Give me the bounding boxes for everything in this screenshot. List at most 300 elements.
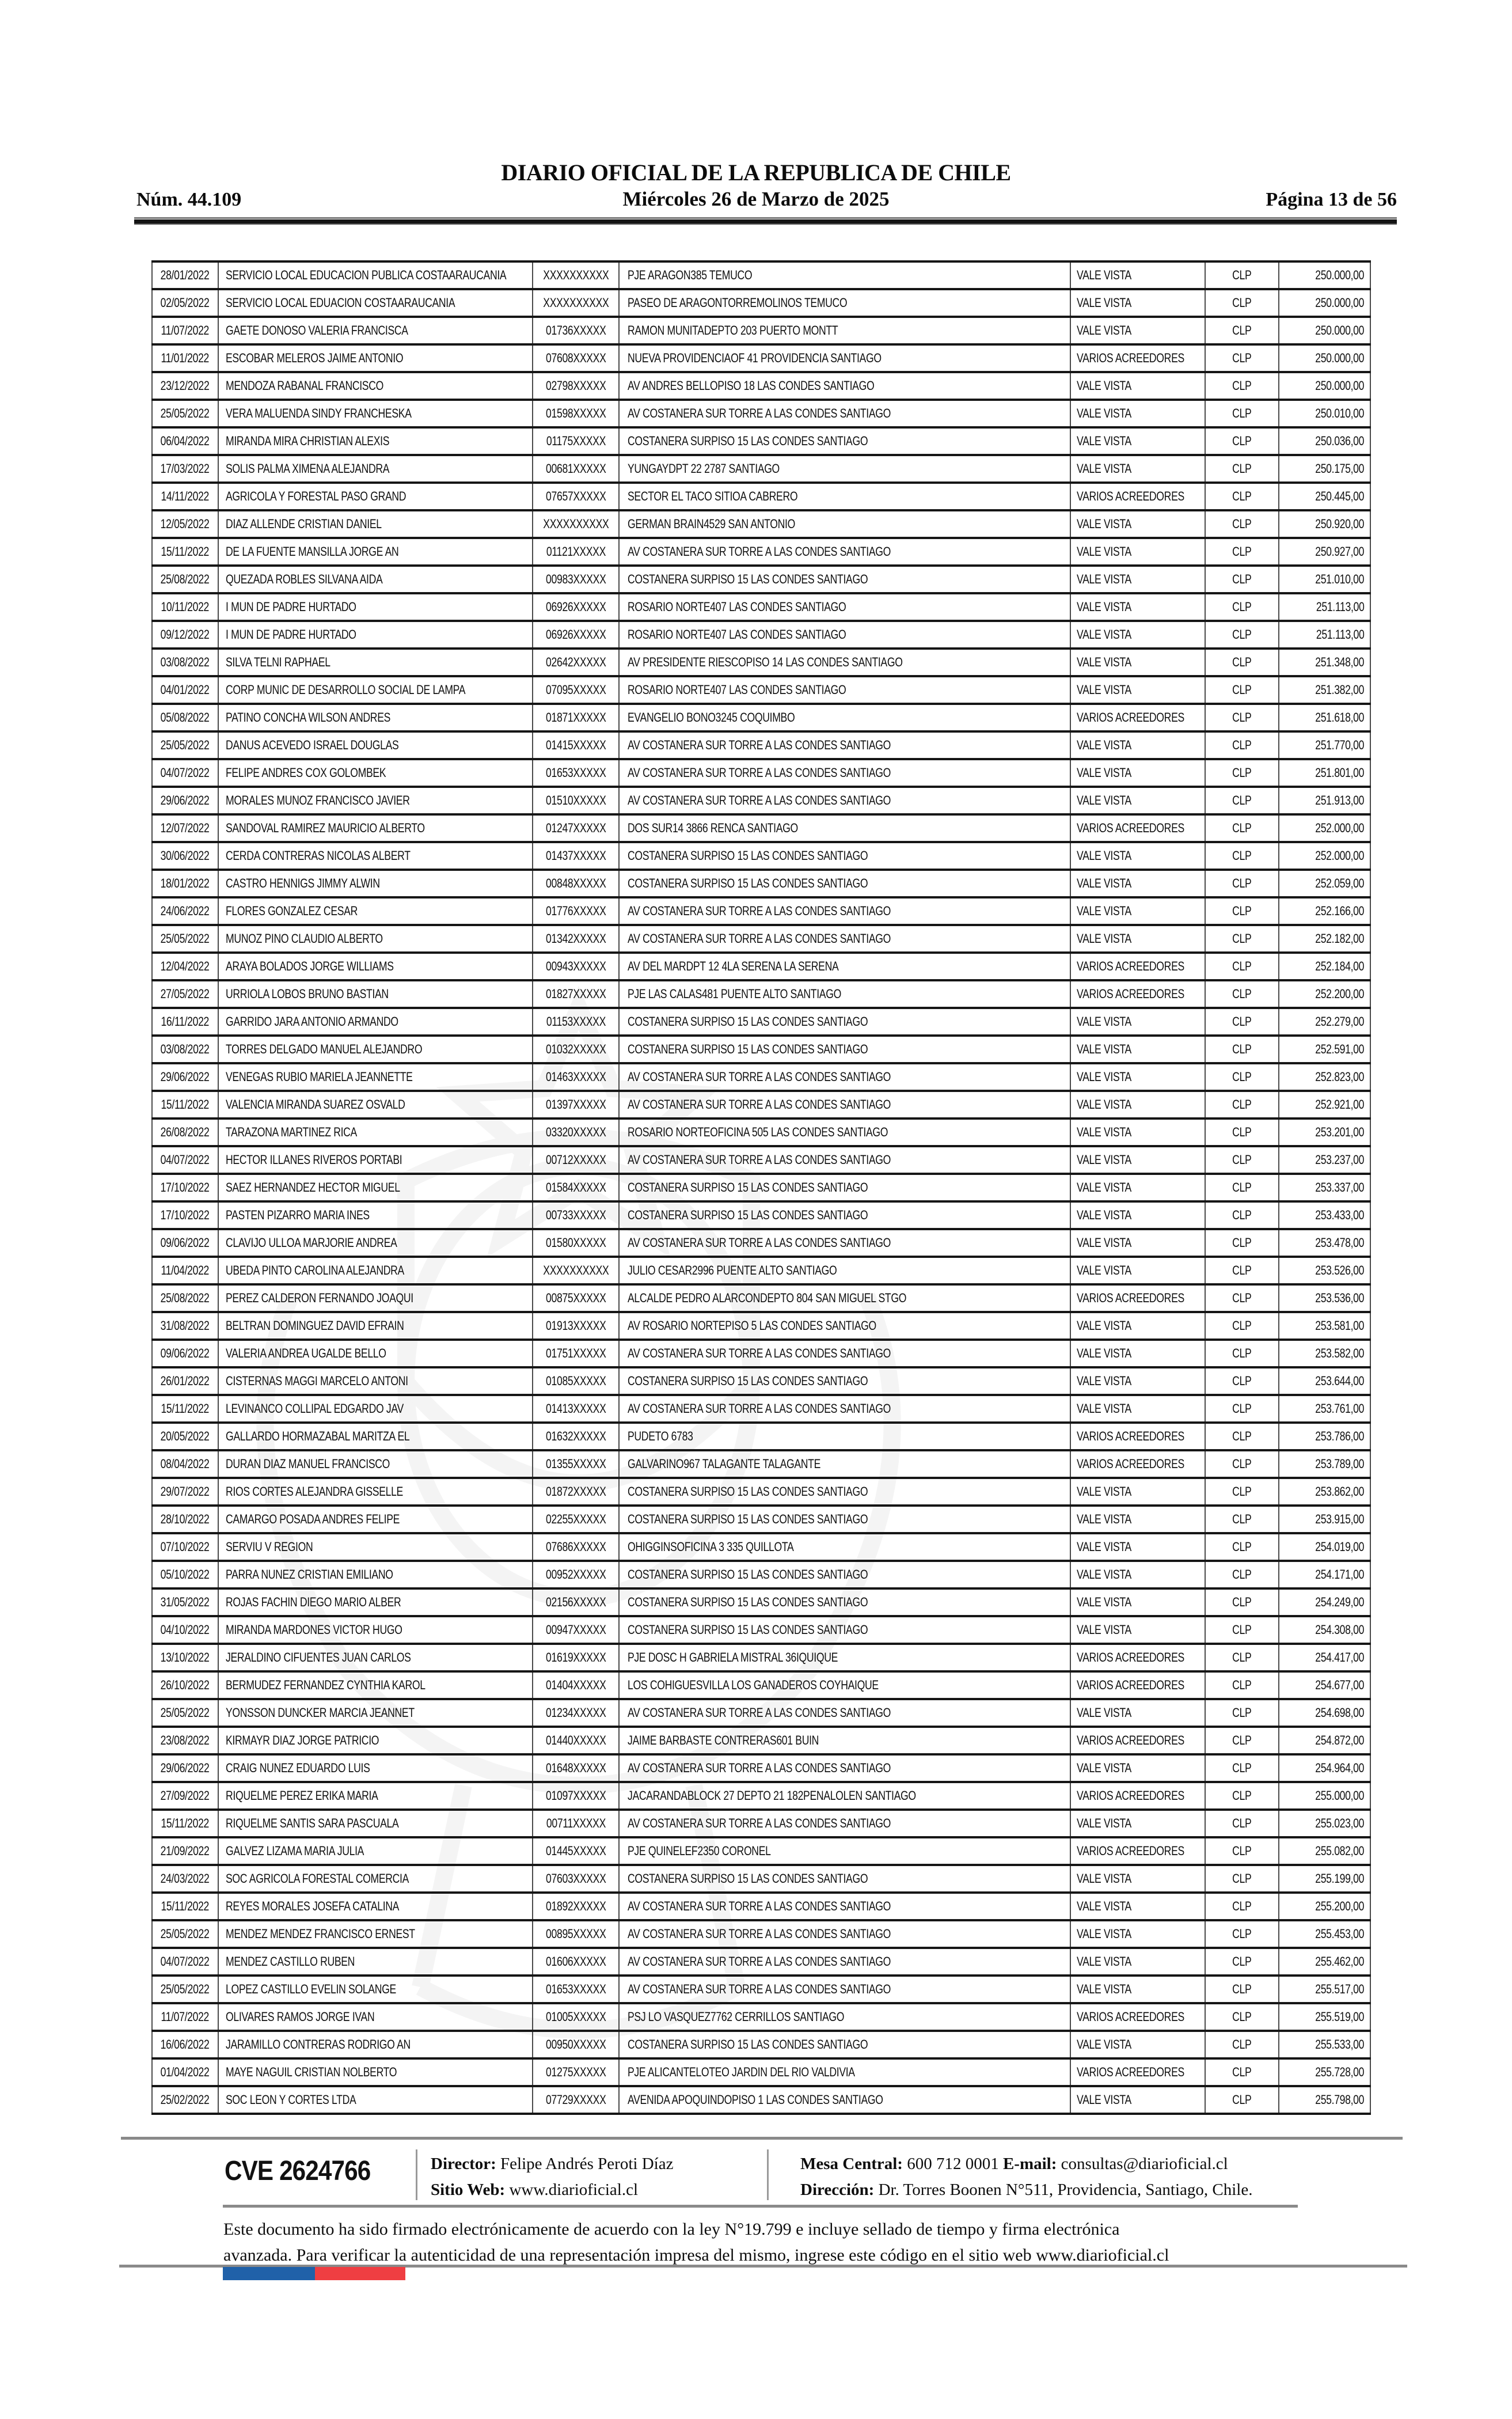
cell-tipo_pago: VALE VISTA [1071, 1700, 1206, 1726]
cell-direccion: GERMAN BRAIN4529 SAN ANTONIO [620, 511, 1071, 537]
table-row [151, 537, 1371, 564]
cell-identificador: XXXXXXXXXX [533, 511, 620, 537]
cell-moneda: CLP [1206, 1009, 1279, 1034]
cell-identificador: 01632XXXXX [533, 1424, 620, 1449]
cell-moneda: CLP [1206, 1866, 1279, 1891]
cell-nombre: TARAZONA MARTINEZ RICA [219, 1120, 533, 1145]
direccion-label: Dirección: [800, 2181, 875, 2199]
cell-nombre: MENDOZA RABANAL FRANCISCO [219, 373, 533, 399]
cell-monto: 253.915,00 [1279, 1507, 1371, 1532]
cell-moneda: CLP [1206, 1037, 1279, 1062]
cell-direccion: AV DEL MARDPT 12 4LA SERENA LA SERENA [620, 954, 1071, 979]
sitio-label: Sitio Web: [431, 2181, 506, 2199]
cell-identificador: 00712XXXXX [533, 1147, 620, 1173]
table-row [151, 924, 1371, 951]
cell-identificador: 01153XXXXX [533, 1009, 620, 1034]
cell-moneda: CLP [1206, 1203, 1279, 1228]
cell-fecha: 11/01/2022 [151, 346, 219, 371]
sitio-line [431, 2177, 673, 2203]
cell-nombre: SOLIS PALMA XIMENA ALEJANDRA [219, 456, 533, 481]
cell-identificador: 01463XXXXX [533, 1064, 620, 1090]
cell-fecha: 03/08/2022 [151, 1037, 219, 1062]
cell-identificador: XXXXXXXXXX [533, 290, 620, 316]
table-row [151, 2057, 1371, 2085]
cell-fecha: 21/09/2022 [151, 1838, 219, 1864]
cell-tipo_pago: VALE VISTA [1071, 1534, 1206, 1560]
cell-moneda: CLP [1206, 1230, 1279, 1256]
cell-fecha: 04/07/2022 [151, 760, 219, 786]
cell-direccion: AV COSTANERA SUR TORRE A LAS CONDES SANTIAGO [620, 1811, 1071, 1836]
cell-tipo_pago: VALE VISTA [1071, 1756, 1206, 1781]
cell-nombre: BERMUDEZ FERNANDEZ CYNTHIA KAROL [219, 1673, 533, 1698]
cell-tipo_pago: VALE VISTA [1071, 2087, 1206, 2113]
cell-identificador: 01606XXXXX [533, 1949, 620, 1974]
cell-monto: 254.249,00 [1279, 1590, 1371, 1615]
cell-moneda: CLP [1206, 594, 1279, 620]
cell-moneda: CLP [1206, 346, 1279, 371]
footer-separator-2 [767, 2149, 769, 2200]
footer-separator-1 [416, 2149, 417, 2200]
cell-direccion: COSTANERA SURPISO 15 LAS CONDES SANTIAGO [620, 1590, 1071, 1615]
cell-monto: 253.862,00 [1279, 1479, 1371, 1504]
cell-moneda: CLP [1206, 1092, 1279, 1117]
cell-monto: 252.000,00 [1279, 816, 1371, 841]
table-row [151, 1007, 1371, 1034]
cell-direccion: AV COSTANERA SUR TORRE A LAS CONDES SANTIAGO [620, 926, 1071, 951]
table-row [151, 1670, 1371, 1698]
table-row [151, 1477, 1371, 1504]
cell-monto: 251.770,00 [1279, 733, 1371, 758]
cell-nombre: DE LA FUENTE MANSILLA JORGE AN [219, 539, 533, 564]
cell-identificador: 00875XXXXX [533, 1286, 620, 1311]
cell-nombre: JERALDINO CIFUENTES JUAN CARLOS [219, 1645, 533, 1670]
cell-direccion: COSTANERA SURPISO 15 LAS CONDES SANTIAGO [620, 843, 1071, 869]
cell-moneda: CLP [1206, 318, 1279, 343]
cell-nombre: CISTERNAS MAGGI MARCELO ANTONI [219, 1368, 533, 1394]
email-label: E-mail: [1002, 2155, 1057, 2173]
cell-tipo_pago: VARIOS ACREEDORES [1071, 2004, 1206, 2030]
cell-moneda: CLP [1206, 2004, 1279, 2030]
cell-direccion: LOS COHIGUESVILLA LOS GANADEROS COYHAIQUE [620, 1673, 1071, 1698]
cell-fecha: 15/11/2022 [151, 1396, 219, 1421]
cell-moneda: CLP [1206, 1147, 1279, 1173]
cell-identificador: 06926XXXXX [533, 622, 620, 647]
cell-direccion: SECTOR EL TACO SITIOA CABRERO [620, 484, 1071, 509]
cell-moneda: CLP [1206, 1645, 1279, 1670]
table-row [151, 1117, 1371, 1145]
cell-moneda: CLP [1206, 1286, 1279, 1311]
cell-identificador: 01736XXXXX [533, 318, 620, 343]
cell-direccion: AV COSTANERA SUR TORRE A LAS CONDES SANTIAGO [620, 401, 1071, 426]
cell-monto: 254.872,00 [1279, 1728, 1371, 1753]
cell-moneda: CLP [1206, 1368, 1279, 1394]
cell-moneda: CLP [1206, 954, 1279, 979]
cell-moneda: CLP [1206, 2060, 1279, 2085]
cell-monto: 254.171,00 [1279, 1562, 1371, 1587]
cell-direccion: GALVARINO967 TALAGANTE TALAGANTE [620, 1451, 1071, 1477]
cell-moneda: CLP [1206, 650, 1279, 675]
cell-nombre: DANUS ACEVEDO ISRAEL DOUGLAS [219, 733, 533, 758]
cell-nombre: AGRICOLA Y FORESTAL PASO GRAND [219, 484, 533, 509]
cell-direccion: PJE DOSC H GABRIELA MISTRAL 36IQUIQUE [620, 1645, 1071, 1670]
cell-nombre: CERDA CONTRERAS NICOLAS ALBERT [219, 843, 533, 869]
legal-text [223, 2216, 1306, 2268]
cell-identificador: 01342XXXXX [533, 926, 620, 951]
cell-fecha: 16/11/2022 [151, 1009, 219, 1034]
cell-fecha: 25/05/2022 [151, 733, 219, 758]
table-row [151, 841, 1371, 869]
cell-identificador: 00681XXXXX [533, 456, 620, 481]
cell-nombre: QUEZADA ROBLES SILVANA AIDA [219, 567, 533, 592]
cell-moneda: CLP [1206, 1783, 1279, 1808]
cell-monto: 252.182,00 [1279, 926, 1371, 951]
cell-fecha: 25/08/2022 [151, 567, 219, 592]
cell-nombre: FLORES GONZALEZ CESAR [219, 898, 533, 924]
table-row [151, 1256, 1371, 1283]
cell-moneda: CLP [1206, 1700, 1279, 1726]
cell-direccion: AV COSTANERA SUR TORRE A LAS CONDES SANTIAGO [620, 1894, 1071, 1919]
cell-direccion: AV COSTANERA SUR TORRE A LAS CONDES SANTIAGO [620, 1949, 1071, 1974]
table-row [151, 1587, 1371, 1615]
cell-moneda: CLP [1206, 290, 1279, 316]
cell-direccion: AVENIDA APOQUINDOPISO 1 LAS CONDES SANTIAGO [620, 2087, 1071, 2113]
cell-fecha: 12/04/2022 [151, 954, 219, 979]
cell-moneda: CLP [1206, 429, 1279, 454]
cell-fecha: 12/07/2022 [151, 816, 219, 841]
cell-fecha: 09/12/2022 [151, 622, 219, 647]
cell-direccion: AV COSTANERA SUR TORRE A LAS CONDES SANTIAGO [620, 733, 1071, 758]
cell-moneda: CLP [1206, 1507, 1279, 1532]
cell-moneda: CLP [1206, 1949, 1279, 1974]
cell-tipo_pago: VALE VISTA [1071, 898, 1206, 924]
cell-identificador: 01440XXXXX [533, 1728, 620, 1753]
cell-direccion: AV COSTANERA SUR TORRE A LAS CONDES SANTIAGO [620, 1064, 1071, 1090]
cell-direccion: ALCALDE PEDRO ALARCONDEPTO 804 SAN MIGUEL STGO [620, 1286, 1071, 1311]
cell-moneda: CLP [1206, 373, 1279, 399]
cell-monto: 251.348,00 [1279, 650, 1371, 675]
cell-direccion: ROSARIO NORTE407 LAS CONDES SANTIAGO [620, 594, 1071, 620]
cell-identificador: 07095XXXXX [533, 677, 620, 703]
cell-monto: 253.237,00 [1279, 1147, 1371, 1173]
cell-direccion: COSTANERA SURPISO 15 LAS CONDES SANTIAGO [620, 1617, 1071, 1643]
cell-fecha: 12/05/2022 [151, 511, 219, 537]
cell-tipo_pago: VALE VISTA [1071, 1562, 1206, 1587]
cell-identificador: 01121XXXXX [533, 539, 620, 564]
cell-direccion: AV ANDRES BELLOPISO 18 LAS CONDES SANTIAGO [620, 373, 1071, 399]
cell-identificador: 01653XXXXX [533, 1977, 620, 2002]
cell-fecha: 29/07/2022 [151, 1479, 219, 1504]
cell-tipo_pago: VALE VISTA [1071, 1258, 1206, 1283]
cell-direccion: PJE ALICANTELOTEO JARDIN DEL RIO VALDIVIA [620, 2060, 1071, 2085]
cell-identificador: XXXXXXXXXX [533, 263, 620, 288]
cell-nombre: CASTRO HENNIGS JIMMY ALWIN [219, 871, 533, 896]
cell-identificador: 01175XXXXX [533, 429, 620, 454]
cell-monto: 250.175,00 [1279, 456, 1371, 481]
table-row [151, 371, 1371, 399]
cell-fecha: 23/12/2022 [151, 373, 219, 399]
table-row [151, 1421, 1371, 1449]
cell-nombre: RIOS CORTES ALEJANDRA GISSELLE [219, 1479, 533, 1504]
mesa-label: Mesa Central: [800, 2155, 903, 2173]
cell-identificador: 01913XXXXX [533, 1313, 620, 1339]
cell-identificador: 01032XXXXX [533, 1037, 620, 1062]
cell-moneda: CLP [1206, 1313, 1279, 1339]
cell-nombre: SOC LEON Y CORTES LTDA [219, 2087, 533, 2113]
cell-identificador: 00983XXXXX [533, 567, 620, 592]
cell-direccion: COSTANERA SURPISO 15 LAS CONDES SANTIAGO [620, 1175, 1071, 1200]
gobierno-flag-red [315, 2267, 405, 2280]
cell-nombre: FELIPE ANDRES COX GOLOMBEK [219, 760, 533, 786]
cell-direccion: PUDETO 6783 [620, 1424, 1071, 1449]
cell-tipo_pago: VALE VISTA [1071, 1009, 1206, 1034]
cell-moneda: CLP [1206, 1838, 1279, 1864]
cell-fecha: 15/11/2022 [151, 539, 219, 564]
cell-moneda: CLP [1206, 2087, 1279, 2113]
cell-moneda: CLP [1206, 677, 1279, 703]
cell-fecha: 02/05/2022 [151, 290, 219, 316]
cell-direccion: AV PRESIDENTE RIESCOPISO 14 LAS CONDES SANTIAGO [620, 650, 1071, 675]
table-row [151, 1615, 1371, 1643]
table-row [151, 1974, 1371, 2002]
cell-direccion: AV ROSARIO NORTEPISO 5 LAS CONDES SANTIAGO [620, 1313, 1071, 1339]
cell-tipo_pago: VALE VISTA [1071, 1120, 1206, 1145]
cell-nombre: PEREZ CALDERON FERNANDO JOAQUI [219, 1286, 533, 1311]
table-row [151, 1947, 1371, 1974]
cell-moneda: CLP [1206, 1756, 1279, 1781]
cell-nombre: REYES MORALES JOSEFA CATALINA [219, 1894, 533, 1919]
table-row [151, 2085, 1371, 2113]
cell-tipo_pago: VALE VISTA [1071, 290, 1206, 316]
table-row [151, 1090, 1371, 1117]
table-row [151, 1200, 1371, 1228]
cell-moneda: CLP [1206, 1977, 1279, 2002]
director-block [431, 2151, 673, 2203]
cell-tipo_pago: VALE VISTA [1071, 788, 1206, 813]
cell-monto: 252.279,00 [1279, 1009, 1371, 1034]
cell-nombre: MIRANDA MIRA CHRISTIAN ALEXIS [219, 429, 533, 454]
table-row [151, 1394, 1371, 1421]
cell-monto: 252.200,00 [1279, 981, 1371, 1007]
table-row [151, 1864, 1371, 1891]
cell-tipo_pago: VALE VISTA [1071, 1894, 1206, 1919]
cell-identificador: 01275XXXXX [533, 2060, 620, 2085]
cell-moneda: CLP [1206, 484, 1279, 509]
cell-nombre: DURAN DIAZ MANUEL FRANCISCO [219, 1451, 533, 1477]
cell-direccion: JULIO CESAR2996 PUENTE ALTO SANTIAGO [620, 1258, 1071, 1283]
cell-fecha: 09/06/2022 [151, 1341, 219, 1366]
cell-nombre: VERA MALUENDA SINDY FRANCHESKA [219, 401, 533, 426]
cell-fecha: 17/10/2022 [151, 1175, 219, 1200]
cell-fecha: 27/09/2022 [151, 1783, 219, 1808]
cell-monto: 255.798,00 [1279, 2087, 1371, 2113]
cell-identificador: 01234XXXXX [533, 1700, 620, 1726]
cell-monto: 255.000,00 [1279, 1783, 1371, 1808]
cell-moneda: CLP [1206, 898, 1279, 924]
table-row [151, 1034, 1371, 1062]
cell-moneda: CLP [1206, 788, 1279, 813]
cell-tipo_pago: VALE VISTA [1071, 843, 1206, 869]
cell-monto: 250.000,00 [1279, 263, 1371, 288]
cell-nombre: SERVIU V REGION [219, 1534, 533, 1560]
table-row [151, 730, 1371, 758]
cell-nombre: SAEZ HERNANDEZ HECTOR MIGUEL [219, 1175, 533, 1200]
cell-nombre: I MUN DE PADRE HURTADO [219, 594, 533, 620]
cell-tipo_pago: VARIOS ACREEDORES [1071, 1728, 1206, 1753]
table-row [151, 2002, 1371, 2030]
cell-direccion: COSTANERA SURPISO 15 LAS CONDES SANTIAGO [620, 1009, 1071, 1034]
direccion-value: Dr. Torres Boonen N°511, Providencia, Santiago, Chile. [878, 2181, 1253, 2199]
table-row [151, 1643, 1371, 1670]
cell-direccion: AV COSTANERA SUR TORRE A LAS CONDES SANTIAGO [620, 1341, 1071, 1366]
direccion-line [800, 2177, 1252, 2203]
table-row [151, 426, 1371, 454]
cell-tipo_pago: VALE VISTA [1071, 650, 1206, 675]
cell-identificador: 02642XXXXX [533, 650, 620, 675]
cell-identificador: 00950XXXXX [533, 2032, 620, 2057]
cell-tipo_pago: VALE VISTA [1071, 1092, 1206, 1117]
cell-monto: 252.184,00 [1279, 954, 1371, 979]
table-row [151, 786, 1371, 813]
cell-monto: 253.536,00 [1279, 1286, 1371, 1311]
cell-moneda: CLP [1206, 1811, 1279, 1836]
cell-direccion: EVANGELIO BONO3245 COQUIMBO [620, 705, 1071, 730]
cell-monto: 255.728,00 [1279, 2060, 1371, 2085]
cell-nombre: I MUN DE PADRE HURTADO [219, 622, 533, 647]
cell-fecha: 13/10/2022 [151, 1645, 219, 1670]
cell-tipo_pago: VALE VISTA [1071, 2032, 1206, 2057]
table-row [151, 1228, 1371, 1256]
table-row [151, 288, 1371, 316]
gobierno-flag-blue [223, 2267, 315, 2280]
cell-direccion: COSTANERA SURPISO 15 LAS CONDES SANTIAGO [620, 871, 1071, 896]
cell-monto: 251.010,00 [1279, 567, 1371, 592]
cell-identificador: 02156XXXXX [533, 1590, 620, 1615]
cell-direccion: RAMON MUNITADEPTO 203 PUERTO MONTT [620, 318, 1071, 343]
cell-direccion: ROSARIO NORTEOFICINA 505 LAS CONDES SANTIAGO [620, 1120, 1071, 1145]
cell-direccion: COSTANERA SURPISO 15 LAS CONDES SANTIAGO [620, 567, 1071, 592]
cell-fecha: 25/08/2022 [151, 1286, 219, 1311]
table-row [151, 979, 1371, 1007]
cell-moneda: CLP [1206, 456, 1279, 481]
cell-direccion: COSTANERA SURPISO 15 LAS CONDES SANTIAGO [620, 1507, 1071, 1532]
cell-direccion: AV COSTANERA SUR TORRE A LAS CONDES SANTIAGO [620, 1396, 1071, 1421]
cell-monto: 253.644,00 [1279, 1368, 1371, 1394]
cell-direccion: AV COSTANERA SUR TORRE A LAS CONDES SANTIAGO [620, 1977, 1071, 2002]
cell-nombre: KIRMAYR DIAZ JORGE PATRICIO [219, 1728, 533, 1753]
cell-monto: 251.801,00 [1279, 760, 1371, 786]
cell-tipo_pago: VALE VISTA [1071, 511, 1206, 537]
cell-tipo_pago: VALE VISTA [1071, 318, 1206, 343]
legal-line-2: avanzada. Para verificar la autenticidad de una representación impresa del mismo, ingrese este código en el sitio web www.diarioficial.cl [223, 2246, 1169, 2265]
cell-moneda: CLP [1206, 401, 1279, 426]
cell-nombre: CLAVIJO ULLOA MARJORIE ANDREA [219, 1230, 533, 1256]
cell-nombre: UBEDA PINTO CAROLINA ALEJANDRA [219, 1258, 533, 1283]
cell-moneda: CLP [1206, 539, 1279, 564]
cell-fecha: 29/06/2022 [151, 1756, 219, 1781]
cell-monto: 250.000,00 [1279, 318, 1371, 343]
cell-moneda: CLP [1206, 1258, 1279, 1283]
cell-identificador: 01355XXXXX [533, 1451, 620, 1477]
cell-moneda: CLP [1206, 733, 1279, 758]
cell-monto: 255.533,00 [1279, 2032, 1371, 2057]
cell-nombre: SERVICIO LOCAL EDUACION COSTAARAUCANIA [219, 290, 533, 316]
cell-fecha: 28/01/2022 [151, 263, 219, 288]
cell-moneda: CLP [1206, 1617, 1279, 1643]
cell-direccion: PJE LAS CALAS481 PUENTE ALTO SANTIAGO [620, 981, 1071, 1007]
cell-tipo_pago: VALE VISTA [1071, 263, 1206, 288]
cell-fecha: 07/10/2022 [151, 1534, 219, 1560]
cell-identificador: 06926XXXXX [533, 594, 620, 620]
cell-moneda: CLP [1206, 981, 1279, 1007]
cell-tipo_pago: VALE VISTA [1071, 373, 1206, 399]
cell-fecha: 20/05/2022 [151, 1424, 219, 1449]
cell-tipo_pago: VALE VISTA [1071, 1479, 1206, 1504]
cell-nombre: BELTRAN DOMINGUEZ DAVID EFRAIN [219, 1313, 533, 1339]
cell-moneda: CLP [1206, 1396, 1279, 1421]
cell-tipo_pago: VALE VISTA [1071, 1507, 1206, 1532]
cell-direccion: JACARANDABLOCK 27 DEPTO 21 182PENALOLEN SANTIAGO [620, 1783, 1071, 1808]
cell-tipo_pago: VALE VISTA [1071, 760, 1206, 786]
table-row [151, 675, 1371, 703]
cell-tipo_pago: VARIOS ACREEDORES [1071, 816, 1206, 841]
cell-fecha: 14/11/2022 [151, 484, 219, 509]
cell-nombre: JARAMILLO CONTRERAS RODRIGO AN [219, 2032, 533, 2057]
masthead-title: DIARIO OFICIAL DE LA REPUBLICA DE CHILE [501, 160, 1011, 185]
cell-direccion: COSTANERA SURPISO 15 LAS CONDES SANTIAGO [620, 1562, 1071, 1587]
cell-fecha: 05/10/2022 [151, 1562, 219, 1587]
table-row [151, 1504, 1371, 1532]
cell-direccion: AV COSTANERA SUR TORRE A LAS CONDES SANTIAGO [620, 1921, 1071, 1947]
table-row [151, 1753, 1371, 1781]
cell-direccion: COSTANERA SURPISO 15 LAS CONDES SANTIAGO [620, 429, 1071, 454]
cell-monto: 252.166,00 [1279, 898, 1371, 924]
cell-identificador: 01437XXXXX [533, 843, 620, 869]
table-row [151, 1062, 1371, 1090]
cell-nombre: GARRIDO JARA ANTONIO ARMANDO [219, 1009, 533, 1034]
cell-monto: 254.677,00 [1279, 1673, 1371, 1698]
cell-nombre: SILVA TELNI RAPHAEL [219, 650, 533, 675]
cell-tipo_pago: VARIOS ACREEDORES [1071, 1673, 1206, 1698]
cell-tipo_pago: VALE VISTA [1071, 926, 1206, 951]
cell-fecha: 18/01/2022 [151, 871, 219, 896]
cell-monto: 253.201,00 [1279, 1120, 1371, 1145]
cell-monto: 252.000,00 [1279, 843, 1371, 869]
cell-identificador: 01415XXXXX [533, 733, 620, 758]
cell-direccion: ROSARIO NORTE407 LAS CONDES SANTIAGO [620, 622, 1071, 647]
cell-monto: 255.462,00 [1279, 1949, 1371, 1974]
cell-fecha: 24/06/2022 [151, 898, 219, 924]
cell-identificador: 00711XXXXX [533, 1811, 620, 1836]
mesa-email-line [800, 2151, 1252, 2177]
cell-nombre: TORRES DELGADO MANUEL ALEJANDRO [219, 1037, 533, 1062]
footer-top-rule [121, 2137, 1403, 2140]
cell-nombre: URRIOLA LOBOS BRUNO BASTIAN [219, 981, 533, 1007]
cell-identificador: 00733XXXXX [533, 1203, 620, 1228]
cell-monto: 250.000,00 [1279, 346, 1371, 371]
cell-fecha: 25/05/2022 [151, 401, 219, 426]
cell-monto: 254.964,00 [1279, 1756, 1371, 1781]
cell-monto: 251.382,00 [1279, 677, 1371, 703]
cell-direccion: AV COSTANERA SUR TORRE A LAS CONDES SANTIAGO [620, 539, 1071, 564]
cell-tipo_pago: VARIOS ACREEDORES [1071, 1424, 1206, 1449]
cell-moneda: CLP [1206, 2032, 1279, 2057]
cell-direccion: AV COSTANERA SUR TORRE A LAS CONDES SANTIAGO [620, 1700, 1071, 1726]
footer-mid-rule [223, 2205, 1298, 2208]
cell-monto: 254.417,00 [1279, 1645, 1371, 1670]
cell-identificador: 01871XXXXX [533, 705, 620, 730]
cell-nombre: MIRANDA MARDONES VICTOR HUGO [219, 1617, 533, 1643]
cell-fecha: 28/10/2022 [151, 1507, 219, 1532]
